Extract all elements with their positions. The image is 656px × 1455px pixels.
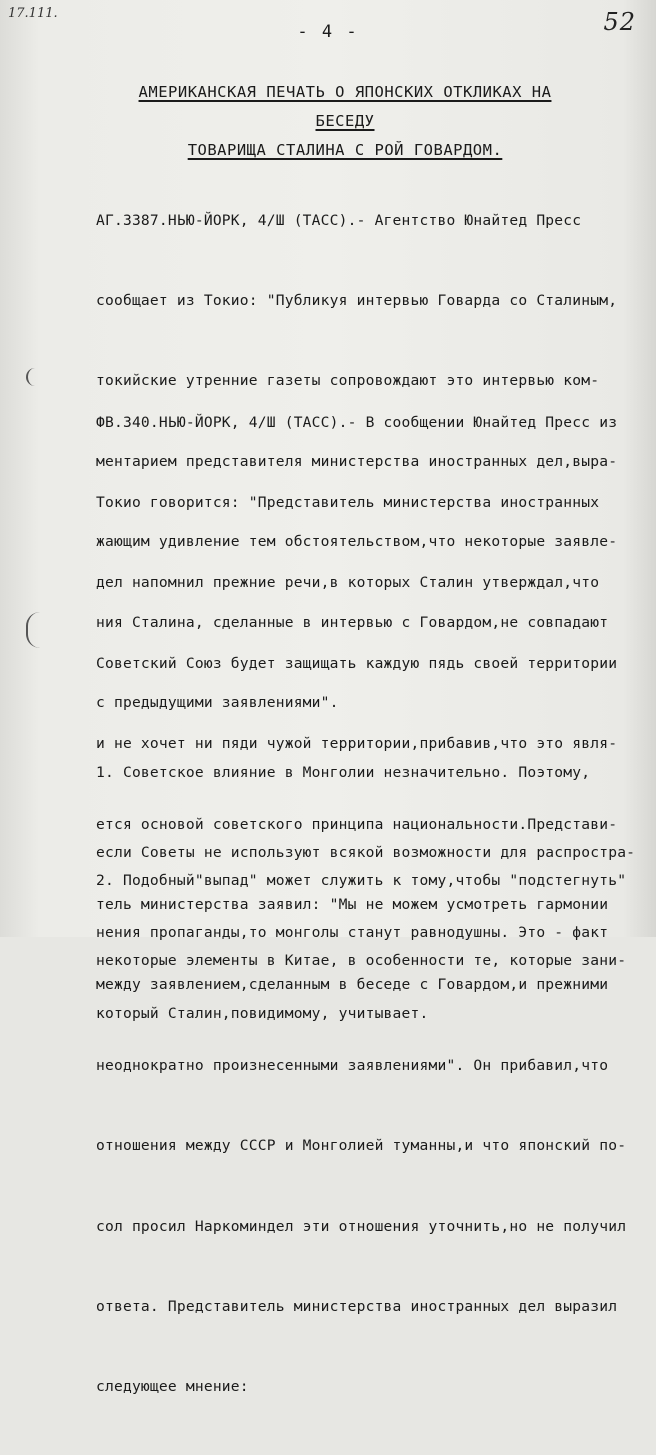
text-line: между заявлением,сделанным в беседе с Говардом,и прежними — [96, 976, 609, 994]
text-line: сообщает из Токио: "Публикуя интервью Говарда со Сталиным, — [96, 291, 618, 309]
page-number: - 4 - — [297, 22, 359, 42]
text-line: нения пропаганды,то монголы станут равнодушны. Это - факт — [96, 924, 609, 942]
text-line: сол просил Наркоминдел эти отношения уточнить,но не получил — [96, 1217, 627, 1235]
handwritten-margin-note: 17.111. — [8, 6, 58, 21]
text-line: ФВ.340.НЬЮ-ЙОРК, 4/Ш (ТАСС).- В сообщении Юнайтед Пресс из — [96, 413, 618, 431]
text-line: следующее мнение: — [96, 1378, 249, 1396]
text-line: если Советы не используют всякой возможности для распростра- — [96, 843, 636, 861]
text-line: ется основой советского принципа национальности.Представи- — [96, 815, 618, 833]
text-line: ния Сталина, сделанные в интервью с Говардом,не совпадают — [96, 613, 609, 631]
title-line: ТОВАРИЩА СТАЛИНА С РОЙ ГОВАРДОМ. — [187, 141, 503, 159]
text-line: некоторые элементы в Китае, в особенности те, которые зани- — [96, 951, 627, 969]
text-line: неоднократно произнесенными заявлениями". Он прибавил,что — [96, 1056, 609, 1074]
text-line: Токио говорится: "Представитель министерства иностранных — [96, 493, 600, 511]
text-line: и не хочет ни пяди чужой территории,прибавив,что это явля- — [96, 735, 618, 753]
text-line: 1. Советское влияние в Монголии незначительно. Поэтому, — [96, 763, 591, 781]
handwritten-sheet-number: 52 — [603, 8, 636, 36]
text-line: дел напомнил прежние речи,в которых Сталин утверждал,что — [96, 574, 600, 592]
text-line: который Сталин,повидимому, учитывает. — [96, 1004, 429, 1022]
text-line: тель министерства заявил: "Мы не можем усмотреть гармонии — [96, 895, 609, 913]
numbered-point-2 — [96, 814, 636, 1028]
margin-punch-mark — [26, 368, 44, 386]
text-line: ментарием представителя министерства иностранных дел,выра- — [96, 452, 618, 470]
text-line: ответа. Представитель министерства иностранных дел выразил — [96, 1297, 618, 1315]
document-title — [110, 78, 580, 165]
text-line: Советский Союз будет защищать каждую пядь своей территории — [96, 654, 618, 672]
text-line: 2. Подобный"выпад" может служить к тому,чтобы "подстегнуть" — [96, 871, 627, 889]
text-line: с предыдущими заявлениями". — [96, 693, 339, 711]
text-line: отношения между СССР и Монголией туманны,и что японский по- — [96, 1137, 627, 1155]
text-line: токийские утренние газеты сопровождают это интервью ком- — [96, 372, 600, 390]
text-line: жающим удивление тем обстоятельством,что некоторые заявле- — [96, 533, 618, 551]
title-line: АМЕРИКАНСКАЯ ПЕЧАТЬ О ЯПОНСКИХ ОТКЛИКАХ НА БЕСЕДУ — [138, 83, 552, 130]
text-line: АГ.3387.НЬЮ-ЙОРК, 4/Ш (ТАСС).- Агентство Юнайтед Пресс — [96, 211, 582, 229]
margin-punch-mark — [26, 612, 44, 648]
